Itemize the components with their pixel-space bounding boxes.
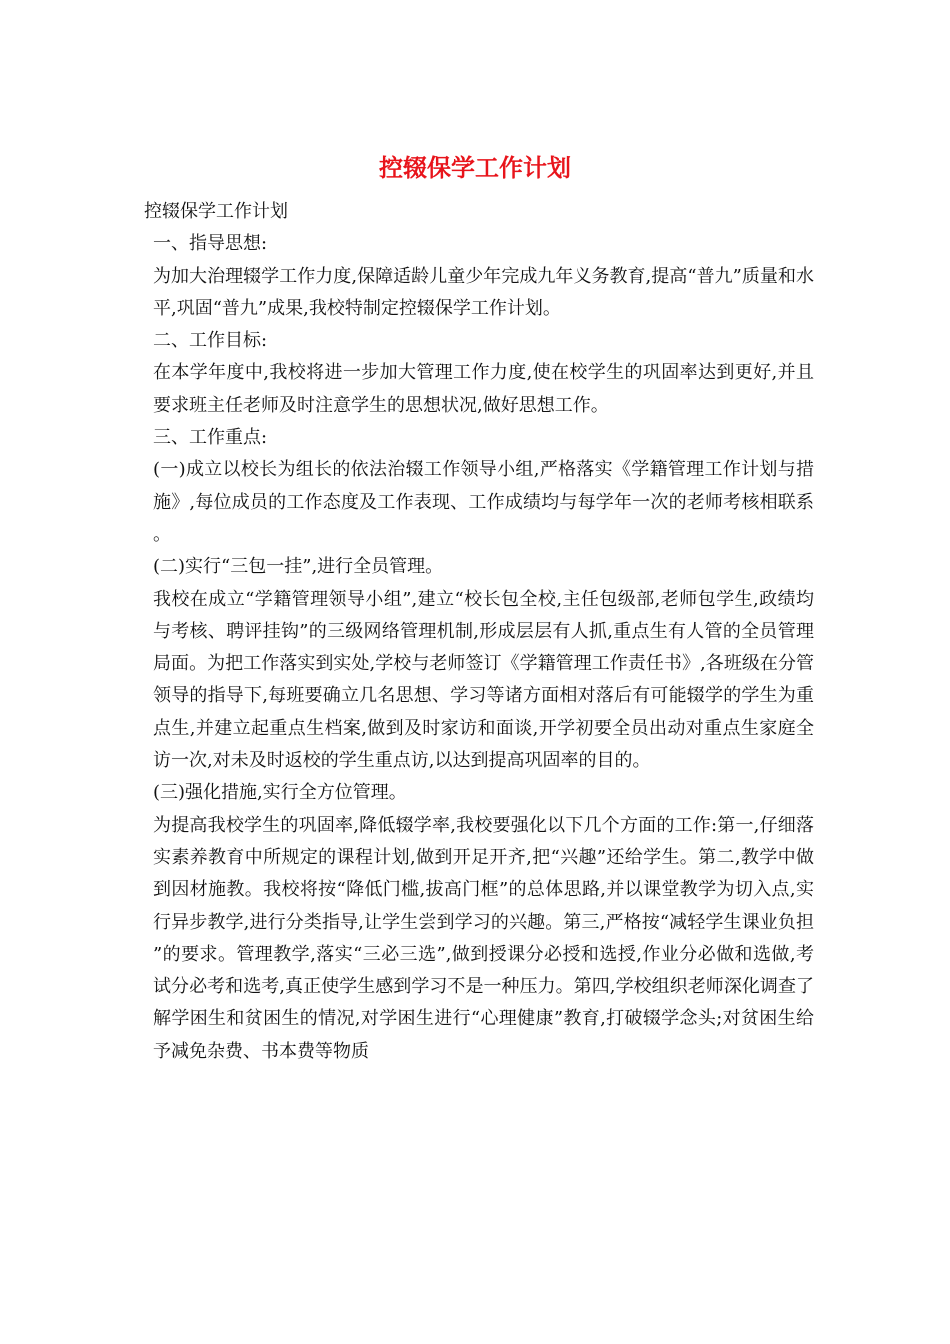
body-paragraph: 我校在成立“学籍管理领导小组”,建立“校长包全校,主任包级部,老师包学生,政绩均与考核、聘评挂钩”的三级网络管理机制,形成层层有人抓,重点生有人管的全员管理局面。为把工作落实到实处,学校与老师签订《学籍管理工作责任书》,各班级在分管领导的指导下,每班要确立几名思想、学习等诸方面相对落后有可能辍学的学生为重点生,并建立起重点生档案,做到及时家访和面谈,开学初要全员出动对重点生家庭全访一次,对未及时返校的学生重点访,以达到提高巩固率的目的。 <box>153 588 814 772</box>
section-heading-guiding-ideology: 一、指导思想: <box>153 233 268 255</box>
page-title: 控辍保学工作计划 <box>379 153 571 182</box>
document-body <box>144 196 814 1068</box>
body-paragraph: (二)实行“三包一挂”,进行全员管理。 <box>153 556 444 578</box>
body-paragraph: 在本学年度中,我校将进一步加大管理工作力度,使在校学生的巩固率达到更好,并且要求班主任老师及时注意学生的思想状况,做好思想工作。 <box>153 362 814 416</box>
section-heading-work-goals: 二、工作目标: <box>153 330 268 352</box>
body-paragraph: (一)成立以校长为组长的依法治辍工作领导小组,严格落实《学籍管理工作计划与措施》,每位成员的工作态度及工作表现、工作成绩均与每学年一次的老师考核相联系。 <box>153 459 814 545</box>
body-paragraph: (三)强化措施,实行全方位管理。 <box>153 782 407 804</box>
body-paragraph-heading: 控辍保学工作计划 <box>144 201 288 222</box>
body-paragraph: 为提高我校学生的巩固率,降低辍学率,我校要强化以下几个方面的工作:第一,仔细落实素养教育中所规定的课程计划,做到开足开齐,把“兴趣”还给学生。第二,教学中做到因材施教。我校将按“降低门槛,拔高门框”的总体思路,并以课堂教学为切入点,实行异步教学,进行分类指导,让学生尝到学习的兴趣。第三,严格按“减轻学生课业负担”的要求。管理教学,落实“三必三选”,做到授课分必授和选授,作业分必做和选做,考试分必考和选考,真正使学生感到学习不是一种压力。第四,学校组织老师深化调查了解学困生和贫困生的情况,对学困生进行“心理健康”教育,打破辍学念头;对贫困生给予减免杂费、书本费等物质 <box>153 814 814 1062</box>
body-paragraph: 为加大治理辍学工作力度,保障适龄儿童少年完成九年义务教育,提高“普九”质量和水平,巩固“普九”成果,我校特制定控辍保学工作计划。 <box>153 265 814 319</box>
section-heading-work-focus: 三、工作重点: <box>153 427 268 449</box>
